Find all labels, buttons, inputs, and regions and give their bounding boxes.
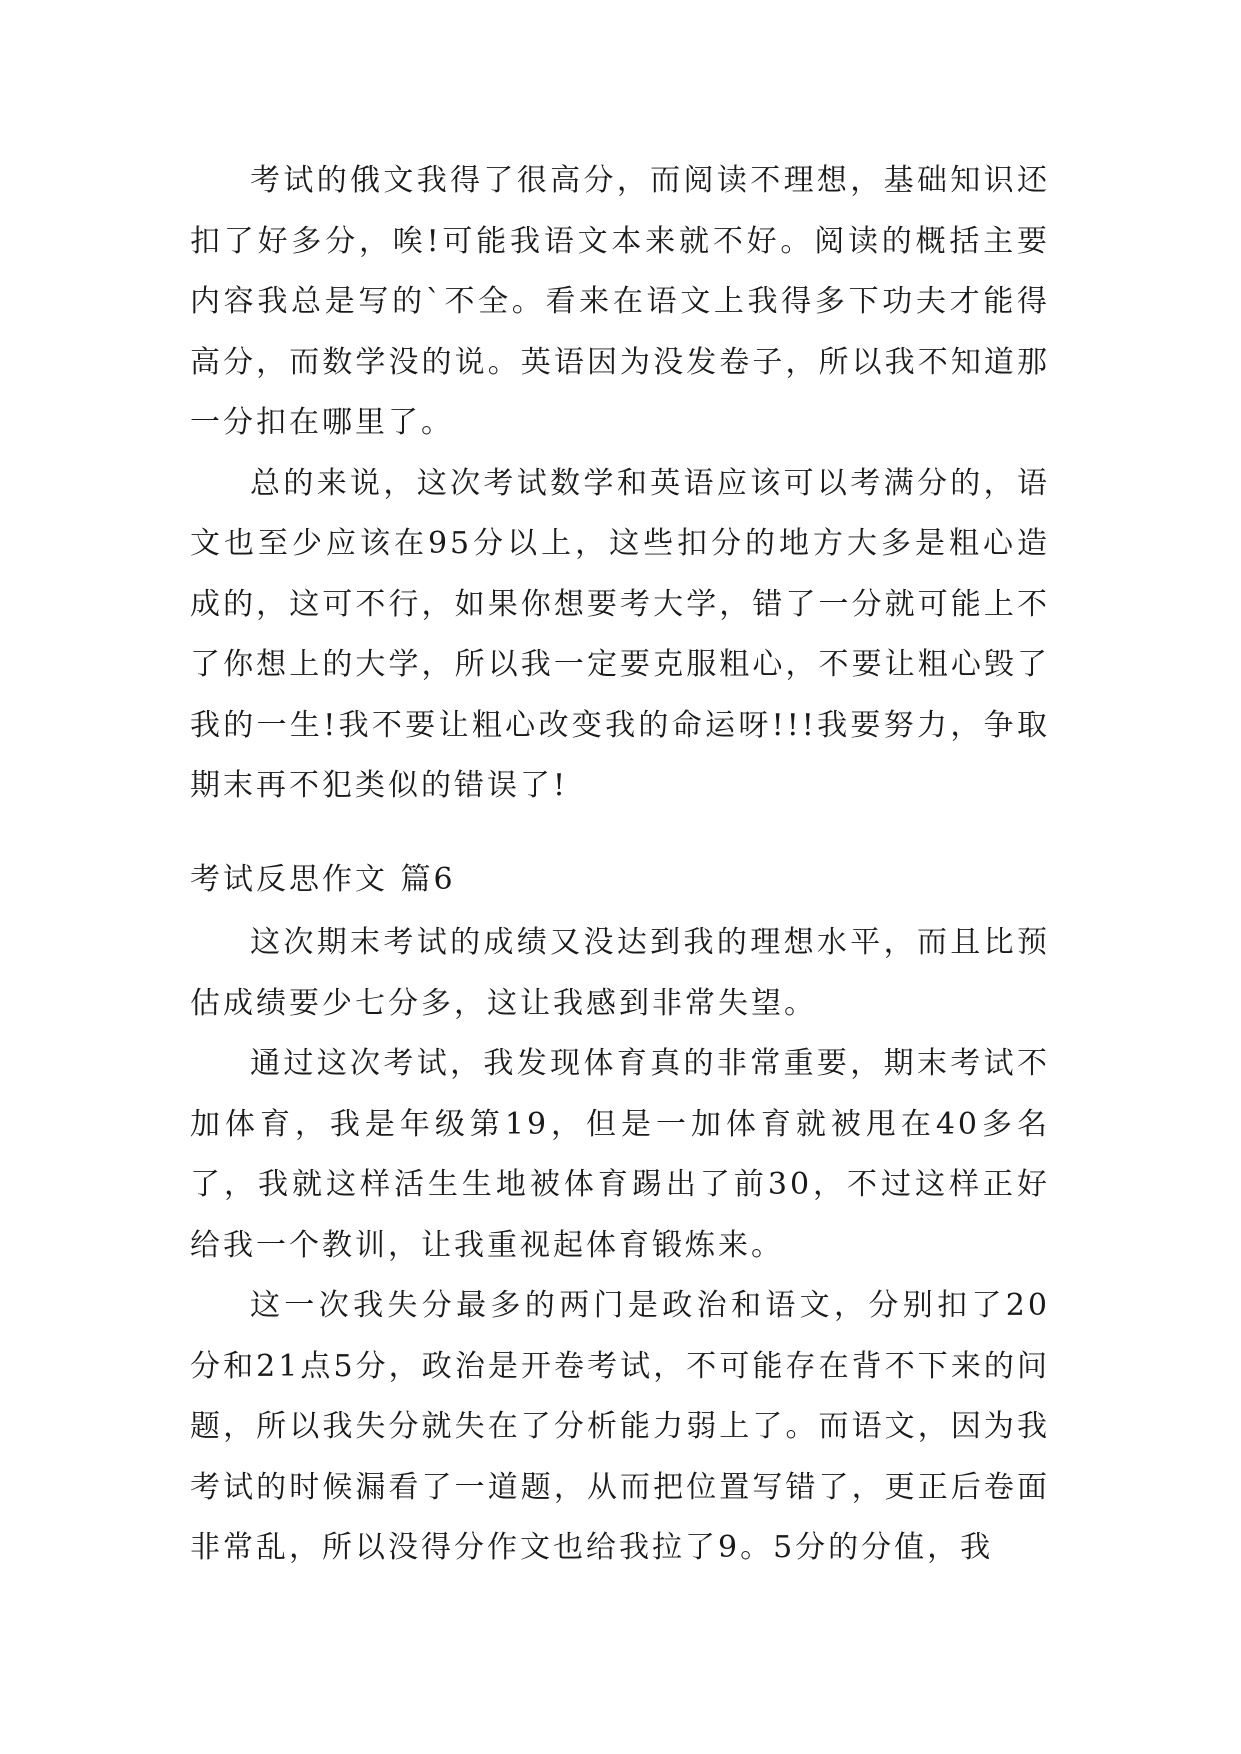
section-heading: 考试反思作文 篇6 bbox=[190, 862, 456, 897]
paragraph: 通过这次考试，我发现体育真的非常重要，期末考试不加体育，我是年级第19，但是一加体育就被甩在40多名了，我就这样活生生地被体育踢出了前30，不过这样正好给我一个教训，让我重视起体育锻炼来。 bbox=[190, 1046, 1050, 1263]
paragraph: 这一次我失分最多的两门是政治和语文，分别扣了20分和21点5分，政治是开卷考试，不可能存在背不下来的问题，所以我失分就失在了分析能力弱上了。而语文，因为我考试的时候漏看了一道题，从而把位置写错了，更正后卷面非常乱，所以没得分作文也给我拉了9。5分的分值，我 bbox=[190, 1288, 1050, 1565]
paragraph: 考试的俄文我得了很高分，而阅读不理想，基础知识还扣了好多分，唉!可能我语文本来就不好。阅读的概括主要内容我总是写的`不全。看来在语文上我得多下功夫才能得高分，而数学没的说。英语因为没发卷子，所以我不知道那一分扣在哪里了。 bbox=[190, 163, 1050, 440]
paragraph: 总的来说，这次考试数学和英语应该可以考满分的，语文也至少应该在95分以上，这些扣分的地方大多是粗心造成的，这可不行，如果你想要考大学，错了一分就可能上不了你想上的大学，所以我一定要克服粗心，不要让粗心毁了我的一生!我不要让粗心改变我的命运呀!!!我要努力，争取期末再不犯类似的错误了! bbox=[190, 465, 1050, 803]
text-block-before bbox=[190, 151, 1050, 817]
text-block-after bbox=[190, 913, 1050, 1579]
paragraph: 这次期末考试的成绩又没达到我的理想水平，而且比预估成绩要少七分多，这让我感到非常失望。 bbox=[190, 925, 1050, 1021]
